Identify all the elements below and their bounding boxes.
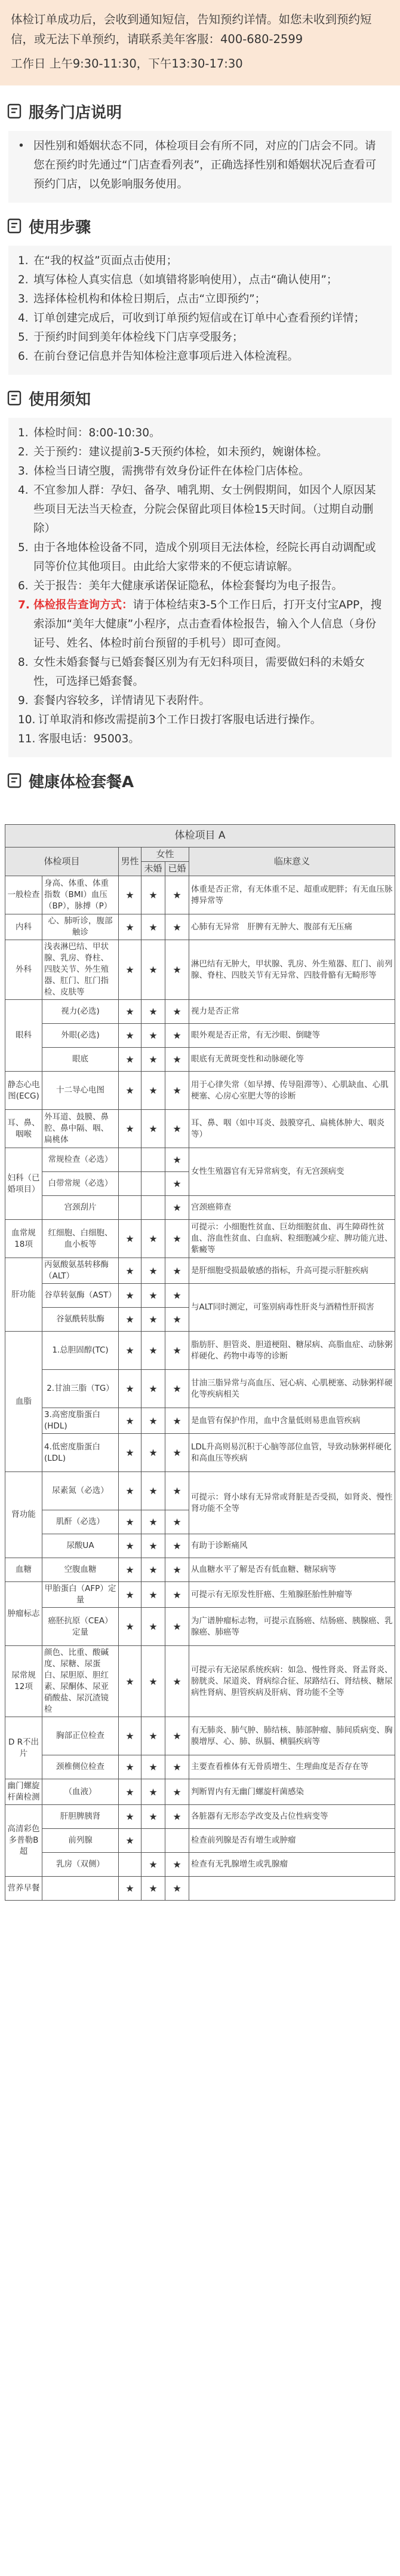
- section-doc-icon: [6, 772, 23, 789]
- married-cell: ★: [165, 876, 189, 914]
- list-item-number: 5.: [18, 331, 29, 344]
- table-row: [5, 1110, 395, 1148]
- unmarried-cell: [141, 1829, 165, 1853]
- male-cell: ★: [119, 1308, 141, 1332]
- unmarried-cell: ★: [141, 1755, 165, 1779]
- unmarried-cell: ★: [141, 1308, 165, 1332]
- unmarried-cell: ★: [141, 1646, 165, 1717]
- item-cell: 浅表淋巴结、甲状腺、乳房、脊柱、四肢关节、外生殖器、肛门、肛门指检、皮肤等: [42, 940, 119, 1000]
- list-item-text: [33, 577, 382, 596]
- unmarried-cell: ★: [141, 940, 165, 1000]
- unmarried-cell: ★: [141, 1510, 165, 1534]
- item-cell: 胸部正位检查: [42, 1717, 119, 1755]
- meaning-cell: 检查前列腺是否有增生或肿瘤: [189, 1829, 395, 1853]
- married-cell: ★: [165, 940, 189, 1000]
- unmarried-cell: ★: [141, 1258, 165, 1284]
- male-cell: ★: [119, 1558, 141, 1582]
- steps-list: [8, 246, 392, 375]
- list-item-number: 6.: [18, 350, 29, 363]
- item-cell: 心、肺听诊，腹部触诊: [42, 914, 119, 940]
- male-cell: ★: [119, 1258, 141, 1284]
- table-row: [5, 1877, 395, 1901]
- male-cell: ★: [119, 876, 141, 914]
- list-item-body: 关于预约：建议提前3-5天预约体检，如未预约，婉谢体检。: [33, 446, 328, 458]
- package-table-wrap: [5, 824, 395, 1901]
- item-cell: 谷草转氨酶（AST）: [42, 1284, 119, 1308]
- list-item-number: 1.: [18, 427, 29, 439]
- male-cell: ★: [119, 1717, 141, 1755]
- list-item: [18, 730, 382, 749]
- unmarried-cell: ★: [141, 1877, 165, 1901]
- list-item: [18, 692, 382, 711]
- male-cell: ★: [119, 1646, 141, 1717]
- item-cell: 丙氨酸氨基转移酶（ALT）: [42, 1258, 119, 1284]
- category-cell: 高清彩色多普勒B超: [5, 1805, 42, 1877]
- male-cell: ★: [119, 1110, 141, 1148]
- list-item: [18, 328, 382, 347]
- unmarried-cell: ★: [141, 1472, 165, 1510]
- male-cell: ★: [119, 1805, 141, 1829]
- male-cell: [119, 1853, 141, 1877]
- meaning-cell: 眼底有无黄斑变性和动脉硬化等: [189, 1048, 395, 1072]
- male-cell: ★: [119, 1048, 141, 1072]
- notice-text: 体检订单成功后，会收到通知短信，告知预约详情。如您未收到预约短信，或无法下单预约，请联系美年客服：400-680-2599: [11, 13, 372, 46]
- married-cell: ★: [165, 1332, 189, 1370]
- table-row: [5, 1370, 395, 1408]
- meaning-cell: 主要查看椎体有无骨质增生、生理曲度是否存在等: [189, 1755, 395, 1779]
- item-cell: 尿素氮（必选）: [42, 1472, 119, 1510]
- table-row: [5, 1472, 395, 1510]
- list-item-body: 体检当日请空腹，需携带有效身份证件在体检门店体检。: [33, 465, 310, 478]
- married-cell: ★: [165, 1284, 189, 1308]
- category-cell: 耳、鼻、咽喉: [5, 1110, 42, 1148]
- service-section-title: 服务门店说明: [0, 91, 400, 131]
- list-item-text: [33, 481, 382, 539]
- meaning-cell: 体重是否正常，有无体重不足、超重或肥胖；有无血压脉搏异常等: [189, 876, 395, 914]
- notice-banner: [0, 0, 400, 85]
- item-cell: 十二导心电图: [42, 1072, 119, 1110]
- table-row: [5, 1853, 395, 1877]
- list-item: [18, 596, 382, 653]
- category-cell: 外科: [5, 940, 42, 1000]
- item-cell: 3.高密度脂蛋白(HDL): [42, 1408, 119, 1434]
- married-cell: ★: [165, 1853, 189, 1877]
- unmarried-cell: ★: [141, 1558, 165, 1582]
- married-cell: ★: [165, 1877, 189, 1901]
- unmarried-cell: ★: [141, 1024, 165, 1048]
- list-item-text: 于预约时间到美年体检线下门店享受服务；: [33, 331, 244, 344]
- unmarried-cell: ★: [141, 1332, 165, 1370]
- list-item-text: [33, 462, 382, 481]
- category-cell: 幽门螺旋杆菌检测: [5, 1779, 42, 1805]
- table-title: 体检项目 A: [5, 825, 395, 848]
- item-cell: 视力(必选): [42, 1000, 119, 1024]
- section-doc-icon: [6, 218, 23, 234]
- list-item-number: 4.: [18, 484, 29, 497]
- unmarried-cell: [141, 1148, 165, 1172]
- item-cell: 空腹血糖: [42, 1558, 119, 1582]
- item-cell: 外眼(必选): [42, 1024, 119, 1048]
- category-cell: D R不出片: [5, 1717, 42, 1779]
- item-cell: [42, 1877, 119, 1901]
- married-cell: ★: [165, 1558, 189, 1582]
- category-cell: 一般检查: [5, 876, 42, 914]
- category-cell: 妇科（已婚项目）: [5, 1148, 42, 1220]
- list-item-number: 7.: [18, 599, 30, 611]
- male-cell: ★: [119, 1472, 141, 1510]
- married-cell: ★: [165, 1510, 189, 1534]
- list-item-text: [38, 730, 382, 749]
- married-cell: ★: [165, 1608, 189, 1646]
- steps-section-title: 使用步骤: [0, 206, 400, 246]
- item-cell: 眼底: [42, 1048, 119, 1072]
- item-cell: 外耳道、鼓膜、鼻腔、鼻中隔、咽、扁桃体: [42, 1110, 119, 1148]
- married-cell: ★: [165, 1072, 189, 1110]
- list-item-number: 3.: [18, 465, 29, 478]
- list-item-number: 3.: [18, 293, 29, 305]
- unmarried-cell: ★: [141, 1072, 165, 1110]
- meaning-cell: [189, 1877, 395, 1901]
- table-row: [5, 1582, 395, 1608]
- male-cell: [119, 1148, 141, 1172]
- rules-section-title: 使用须知: [0, 378, 400, 418]
- table-row: [5, 1534, 395, 1558]
- table-row: [5, 1332, 395, 1370]
- item-cell: 癌胚抗原（CEA）定量: [42, 1608, 119, 1646]
- list-item-text: 在前台登记信息并告知体检注意事项后进入体检流程。: [33, 350, 299, 363]
- table-row: [5, 1220, 395, 1258]
- item-cell: 肌酐（必选）: [42, 1510, 119, 1534]
- package-table: [5, 824, 395, 1901]
- married-cell: ★: [165, 1646, 189, 1717]
- married-cell: ★: [165, 1717, 189, 1755]
- list-item-text: 在“我的权益”页面点击使用；: [33, 255, 178, 267]
- male-cell: ★: [119, 1877, 141, 1901]
- table-row: [5, 1608, 395, 1646]
- male-cell: ★: [119, 1534, 141, 1558]
- meaning-cell: 检查有无乳腺增生或乳腺瘤: [189, 1853, 395, 1877]
- list-item-number: 8.: [18, 656, 29, 669]
- unmarried-cell: ★: [141, 1582, 165, 1608]
- list-item-text: [33, 653, 382, 692]
- table-row: [5, 1196, 395, 1220]
- meaning-cell: 有无肺炎、肺气肿、肺结核、肺部肿瘤、肺间质病变、胸膜增厚、心、肺、纵膈、横膈疾病等: [189, 1717, 395, 1755]
- unmarried-cell: ★: [141, 1220, 165, 1258]
- header-meaning: 临床意义: [189, 848, 395, 876]
- meaning-cell: 心肺有无异常 肝脾有无肿大、腹部有无压痛: [189, 914, 395, 940]
- table-row: [5, 1717, 395, 1755]
- unmarried-cell: ★: [141, 1370, 165, 1408]
- list-item: [18, 577, 382, 596]
- header-male: 男性: [119, 848, 141, 876]
- item-cell: 谷氨酰转肽酶: [42, 1308, 119, 1332]
- meaning-cell: 用于心律失常（如早搏、传导阻滞等）、心肌缺血、心肌梗塞、心房心室肥大等的诊断: [189, 1072, 395, 1110]
- category-cell: 血常规18项: [5, 1220, 42, 1258]
- unmarried-cell: [141, 1172, 165, 1196]
- list-item-body: 体检时间：8:00-10:30。: [33, 427, 161, 439]
- category-cell: 静态心电图(ECG): [5, 1072, 42, 1110]
- list-item-text: 选择体检机构和体检日期后，点击“立即预约”；: [33, 293, 266, 305]
- header-unmarried: 未婚: [141, 862, 165, 876]
- table-row: [5, 1755, 395, 1779]
- table-row: [5, 1284, 395, 1308]
- list-item-text: 填写体检人真实信息（如填错将影响使用），点击“确认使用”；: [33, 274, 338, 286]
- meaning-cell: 脂肪肝、胆管炎、胆道梗阻、糖尿病、高脂血症、动脉粥样硬化、药物中毒等的诊断: [189, 1332, 395, 1370]
- table-row: [5, 876, 395, 914]
- list-item-body: 关于报告：美年大健康承诺保证隐私，体检套餐均为电子报告。: [33, 580, 343, 592]
- list-item-number: 6.: [18, 580, 29, 592]
- married-cell: ★: [165, 1148, 189, 1172]
- married-cell: ★: [165, 1779, 189, 1805]
- category-cell: 肾功能: [5, 1472, 42, 1558]
- table-row: [5, 1072, 395, 1110]
- list-item: [18, 539, 382, 577]
- male-cell: ★: [119, 1370, 141, 1408]
- meaning-cell: 判断胃内有无幽门螺旋杆菌感染: [189, 1779, 395, 1805]
- item-cell: 2.甘油三脂（TG）: [42, 1370, 119, 1408]
- list-item: [18, 711, 382, 730]
- unmarried-cell: ★: [141, 914, 165, 940]
- table-row: [5, 1805, 395, 1829]
- item-cell: 尿酸UA: [42, 1534, 119, 1558]
- list-item-body: 订单取消和修改需提前3个工作日拨打客服电话进行操作。: [38, 714, 322, 726]
- unmarried-cell: ★: [141, 1408, 165, 1434]
- service-hours: 工作日 上午9:30-11:30，下午13:30-17:30: [11, 57, 243, 71]
- unmarried-cell: ★: [141, 876, 165, 914]
- list-item: [18, 137, 382, 194]
- list-item-body: 女性未婚套餐与已婚套餐区别为有无妇科项目，需要做妇科的未婚女性，可选择已婚套餐。: [33, 656, 365, 688]
- list-item: [18, 424, 382, 443]
- item-cell: 颈椎侧位检查: [42, 1755, 119, 1779]
- category-cell: 内科: [5, 914, 42, 940]
- item-cell: 红细胞、白细胞、血小板等: [42, 1220, 119, 1258]
- list-item-body: 不宜参加人群：孕妇、备孕、哺乳期、女士例假期间，如因个人原因某些项目无法当天检查，分院会保留此项目体检15天时间。（过期自动删除）: [33, 484, 376, 535]
- unmarried-cell: ★: [141, 1284, 165, 1308]
- male-cell: ★: [119, 1779, 141, 1805]
- male-cell: ★: [119, 1608, 141, 1646]
- table-row: [5, 1048, 395, 1072]
- meaning-cell: 从血糖水平了解是否有低血糖、糖尿病等: [189, 1558, 395, 1582]
- category-cell: 眼科: [5, 1000, 42, 1072]
- unmarried-cell: ★: [141, 1048, 165, 1072]
- unmarried-cell: ★: [141, 1000, 165, 1024]
- male-cell: ★: [119, 940, 141, 1000]
- table-row: [5, 914, 395, 940]
- meaning-cell: 为广谱肿瘤标志物，可提示直肠癌、结肠癌、胰腺癌、乳腺癌、肺癌等: [189, 1608, 395, 1646]
- male-cell: ★: [119, 914, 141, 940]
- unmarried-cell: [141, 1196, 165, 1220]
- meaning-cell: 淋巴结有无肿大，甲状腺、乳房、外生殖器、肛门、前列腺、脊柱、四肢关节有无异常、四肢骨骼有无畸形等: [189, 940, 395, 1000]
- list-item-body: 由于各地体检设备不同，造成个别项目无法体检，经院长再自动调配或同等价位其他项目。由此给大家带来的不便忘请谅解。: [33, 541, 376, 573]
- item-cell: 常规检查（必选）: [42, 1148, 119, 1172]
- list-item-text: [33, 539, 382, 577]
- meaning-cell: 视力是否正常: [189, 1000, 395, 1024]
- list-item-text: [33, 424, 382, 443]
- list-item-text: [38, 711, 382, 730]
- unmarried-cell: ★: [141, 1608, 165, 1646]
- male-cell: ★: [119, 1829, 141, 1853]
- table-row: [5, 940, 395, 1000]
- male-cell: ★: [119, 1408, 141, 1434]
- item-cell: （血液）: [42, 1779, 119, 1805]
- male-cell: [119, 1196, 141, 1220]
- unmarried-cell: ★: [141, 1805, 165, 1829]
- table-row: [5, 1148, 395, 1172]
- item-cell: 身高、体重、体重指数（BMI）血压（BP），脉搏（P）: [42, 876, 119, 914]
- male-cell: ★: [119, 1755, 141, 1779]
- list-item: [18, 347, 382, 366]
- item-cell: 肝胆脾胰肾: [42, 1805, 119, 1829]
- male-cell: ★: [119, 1434, 141, 1472]
- married-cell: ★: [165, 1172, 189, 1196]
- category-cell: 营养早餐: [5, 1877, 42, 1901]
- married-cell: ★: [165, 914, 189, 940]
- meaning-cell: 可提示：小细胞性贫血、巨幼细胞贫血、再生障碍性贫血、溶血性贫血、白血病、粒细胞减少症、脾功能亢进、紫癜等: [189, 1220, 395, 1258]
- meaning-cell: 有助于诊断痛风: [189, 1534, 395, 1558]
- meaning-cell: 宫颈癌筛查: [189, 1196, 395, 1220]
- married-cell: ★: [165, 1582, 189, 1608]
- married-cell: ★: [165, 1024, 189, 1048]
- list-item-text: 订单创建完成后，可收到订单预约短信或在订单中心查看预约详情；: [33, 312, 365, 325]
- table-row: [5, 1434, 395, 1472]
- list-item-text: 因性别和婚姻状态不同，体检项目会有所不同，对应的门店会不同。请您在预约时先通过“门店查看列表”，正确选择性别和婚姻状况后查看可预约门店，以免影响服务使用。: [33, 140, 377, 191]
- married-cell: ★: [165, 1408, 189, 1434]
- item-cell: 甲胎蛋白（AFP）定量: [42, 1582, 119, 1608]
- section-doc-icon: [6, 390, 23, 406]
- list-item-number: 10.: [18, 714, 36, 726]
- list-item: [18, 252, 382, 271]
- category-cell: 肝功能: [5, 1258, 42, 1332]
- married-cell: ★: [165, 1000, 189, 1024]
- meaning-cell: 各脏器有无形态学改变及占位性病变等: [189, 1805, 395, 1829]
- male-cell: ★: [119, 1220, 141, 1258]
- header-female: 女性: [141, 848, 189, 862]
- married-cell: ★: [165, 1370, 189, 1408]
- married-cell: ★: [165, 1308, 189, 1332]
- table-row: [5, 1408, 395, 1434]
- list-item-number: 4.: [18, 312, 29, 325]
- list-item-number: 1.: [18, 255, 29, 267]
- list-item-body: 请于体检结束3-5个工作日后，打开支付宝APP，搜索添加“美年大健康”小程序，点击查看体检报告，输入个人信息（身份证号、姓名、体检时前台预留的手机号）即可查阅。: [33, 599, 382, 650]
- category-cell: 尿常规12项: [5, 1646, 42, 1717]
- item-cell: 宫颈刮片: [42, 1196, 119, 1220]
- male-cell: ★: [119, 1000, 141, 1024]
- meaning-cell: 女性生殖器官有无异常病变，有无宫颈病变: [189, 1148, 395, 1196]
- list-item-number: 2.: [18, 446, 29, 458]
- table-row: [5, 1829, 395, 1853]
- category-cell: 血脂: [5, 1332, 42, 1472]
- unmarried-cell: ★: [141, 1534, 165, 1558]
- list-item-text: [33, 692, 382, 711]
- male-cell: ★: [119, 1284, 141, 1308]
- item-cell: 前列腺: [42, 1829, 119, 1853]
- item-cell: 4.低密度脂蛋白(LDL): [42, 1434, 119, 1472]
- male-cell: ★: [119, 1510, 141, 1534]
- list-item-text: [33, 443, 382, 462]
- item-cell: 白带常规（必选）: [42, 1172, 119, 1196]
- married-cell: ★: [165, 1472, 189, 1510]
- list-item-number: 9.: [18, 695, 29, 707]
- male-cell: ★: [119, 1024, 141, 1048]
- unmarried-cell: ★: [141, 1110, 165, 1148]
- list-item: [18, 290, 382, 309]
- list-item-text: [33, 596, 382, 653]
- list-item: [18, 462, 382, 481]
- meaning-cell: LDL升高则易沉积于心脑等部位血管，导致动脉粥样硬化和高血压等疾病: [189, 1434, 395, 1472]
- item-cell: 1.总胆固醇(TC): [42, 1332, 119, 1370]
- unmarried-cell: ★: [141, 1717, 165, 1755]
- married-cell: ★: [165, 1220, 189, 1258]
- married-cell: ★: [165, 1434, 189, 1472]
- list-item: [18, 443, 382, 462]
- married-cell: ★: [165, 1805, 189, 1829]
- unmarried-cell: ★: [141, 1779, 165, 1805]
- item-cell: 颜色、比重、酸碱度、尿糖、尿蛋白、尿胆原、胆红素、尿酮体、尿亚硝酸盐、尿沉渣镜检: [42, 1646, 119, 1717]
- male-cell: [119, 1172, 141, 1196]
- meaning-cell: 与ALT同时测定，可鉴别病毒性肝炎与酒精性肝损害: [189, 1284, 395, 1332]
- rules-list: [8, 418, 392, 757]
- table-row: [5, 1558, 395, 1582]
- bullet-icon: •: [18, 140, 24, 152]
- meaning-cell: 可提示有无原发性肝癌、生殖腺胚胎性肿瘤等: [189, 1582, 395, 1608]
- list-item: [18, 271, 382, 290]
- category-cell: 肿瘤标志: [5, 1582, 42, 1646]
- list-item-number: 5.: [18, 541, 29, 554]
- meaning-cell: 可提示有无泌尿系统疾病：如急、慢性肾炎、肾盂肾炎、膀胱炎、尿道炎、肾病综合征、尿路结石、肾结核、糖尿病性肾病、胆管疾病及肝病、肾功能不全等: [189, 1646, 395, 1717]
- highlight-text: 体检报告查询方式：: [33, 599, 133, 611]
- header-married: 已婚: [165, 862, 189, 876]
- list-item-number: 11.: [18, 733, 36, 745]
- list-item-number: 2.: [18, 274, 29, 286]
- married-cell: ★: [165, 1048, 189, 1072]
- male-cell: ★: [119, 1582, 141, 1608]
- meaning-cell: 是肝细胞受损最敏感的指标，升高可提示肝脏疾病: [189, 1258, 395, 1284]
- header-item: 体检项目: [5, 848, 119, 876]
- unmarried-cell: ★: [141, 1853, 165, 1877]
- list-item: [18, 481, 382, 539]
- category-cell: 血糖: [5, 1558, 42, 1582]
- married-cell: ★: [165, 1110, 189, 1148]
- table-row: [5, 1646, 395, 1717]
- table-row: [5, 1000, 395, 1024]
- married-cell: ★: [165, 1755, 189, 1779]
- meaning-cell: 甘油三脂异常与高血压、冠心病、心肌梗塞、动脉粥样硬化等疾病相关: [189, 1370, 395, 1408]
- meaning-cell: 可提示：肾小球有无异常或肾脏是否受损，如肾炎、慢性肾功能不全等: [189, 1472, 395, 1534]
- meaning-cell: 是血管有保护作用，血中含量低则易患血管疾病: [189, 1408, 395, 1434]
- package-section-title: 健康体检套餐A: [0, 761, 400, 800]
- male-cell: ★: [119, 1072, 141, 1110]
- married-cell: ★: [165, 1534, 189, 1558]
- meaning-cell: 耳、鼻、咽（如中耳炎、鼓膜穿孔、扁桃体肿大、咽炎等）: [189, 1110, 395, 1148]
- list-item: [18, 309, 382, 328]
- item-cell: 乳房（双侧）: [42, 1853, 119, 1877]
- married-cell: ★: [165, 1196, 189, 1220]
- table-row: [5, 1258, 395, 1284]
- table-row: [5, 1779, 395, 1805]
- married-cell: ★: [165, 1258, 189, 1284]
- list-item-body: 套餐内容较多，详情请见下表附件。: [33, 695, 211, 707]
- married-cell: [165, 1829, 189, 1853]
- male-cell: ★: [119, 1332, 141, 1370]
- service-list: [8, 131, 392, 203]
- list-item-body: 客服电话：95003。: [38, 733, 140, 745]
- list-item: [18, 653, 382, 692]
- section-doc-icon: [6, 103, 23, 120]
- unmarried-cell: ★: [141, 1434, 165, 1472]
- table-row: [5, 1024, 395, 1048]
- meaning-cell: 眼外观是否正常，有无沙眼、倒睫等: [189, 1024, 395, 1048]
